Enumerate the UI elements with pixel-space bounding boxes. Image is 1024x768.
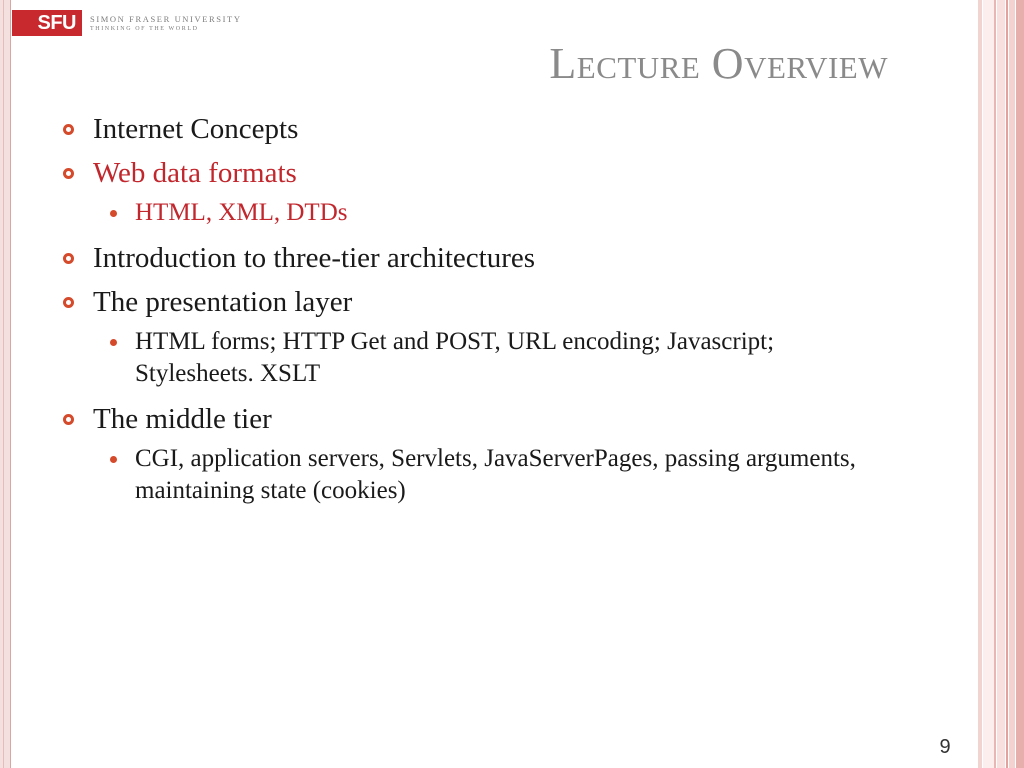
- sub-bullet-item: [60, 197, 920, 229]
- sub-bullet-item: [60, 326, 845, 390]
- bullet-text: The presentation layer: [93, 286, 353, 318]
- dot-bullet-icon: [110, 339, 117, 346]
- logo-university-name: SIMON FRASER UNIVERSITY: [90, 13, 242, 24]
- logo-tagline: THINKING OF THE WORLD: [90, 25, 199, 32]
- bullet-text: Web data formats: [93, 157, 297, 189]
- stripe: [994, 0, 996, 768]
- ring-bullet-icon: [63, 168, 74, 179]
- stripe: [1009, 0, 1015, 768]
- bullet-text: Introduction to three-tier architectures: [93, 242, 536, 274]
- stripe: [997, 0, 1005, 768]
- right-stripes-decoration: [978, 0, 1024, 768]
- stripe: [1006, 0, 1008, 768]
- bullet-item: [60, 400, 920, 438]
- slide-title: Lecture Overview: [549, 39, 888, 88]
- page-number: 9: [939, 736, 951, 758]
- stripe: [1016, 0, 1024, 768]
- left-border-decoration: [0, 0, 11, 768]
- ring-bullet-icon: [63, 124, 74, 135]
- bullet-text: The middle tier: [93, 403, 272, 435]
- ring-bullet-icon: [63, 297, 74, 308]
- ring-bullet-icon: [63, 414, 74, 425]
- bullet-text: Internet Concepts: [93, 113, 299, 145]
- dot-bullet-icon: [110, 456, 117, 463]
- sub-bullet-text: HTML, XML, DTDs: [135, 199, 348, 226]
- bullet-item: [60, 283, 920, 321]
- bullet-item: [60, 239, 920, 277]
- logo-mark: SFU: [12, 10, 82, 36]
- bullet-item: [60, 110, 920, 148]
- stripe: [983, 0, 994, 768]
- ring-bullet-icon: [63, 253, 74, 264]
- sub-bullet-item: [60, 443, 865, 507]
- bullet-item: [60, 154, 920, 192]
- bullet-list: [60, 110, 920, 517]
- stripe: [978, 0, 982, 768]
- left-border-line: [3, 0, 4, 768]
- sub-bullet-text: HTML forms; HTTP Get and POST, URL encoding; Javascript; Stylesheets. XSLT: [135, 328, 775, 387]
- sub-bullet-text: CGI, application servers, Servlets, JavaServerPages, passing arguments, maintaining state (cookies): [135, 445, 856, 504]
- sfu-logo: [12, 10, 242, 36]
- dot-bullet-icon: [110, 210, 117, 217]
- logo-wordmark: [90, 14, 242, 33]
